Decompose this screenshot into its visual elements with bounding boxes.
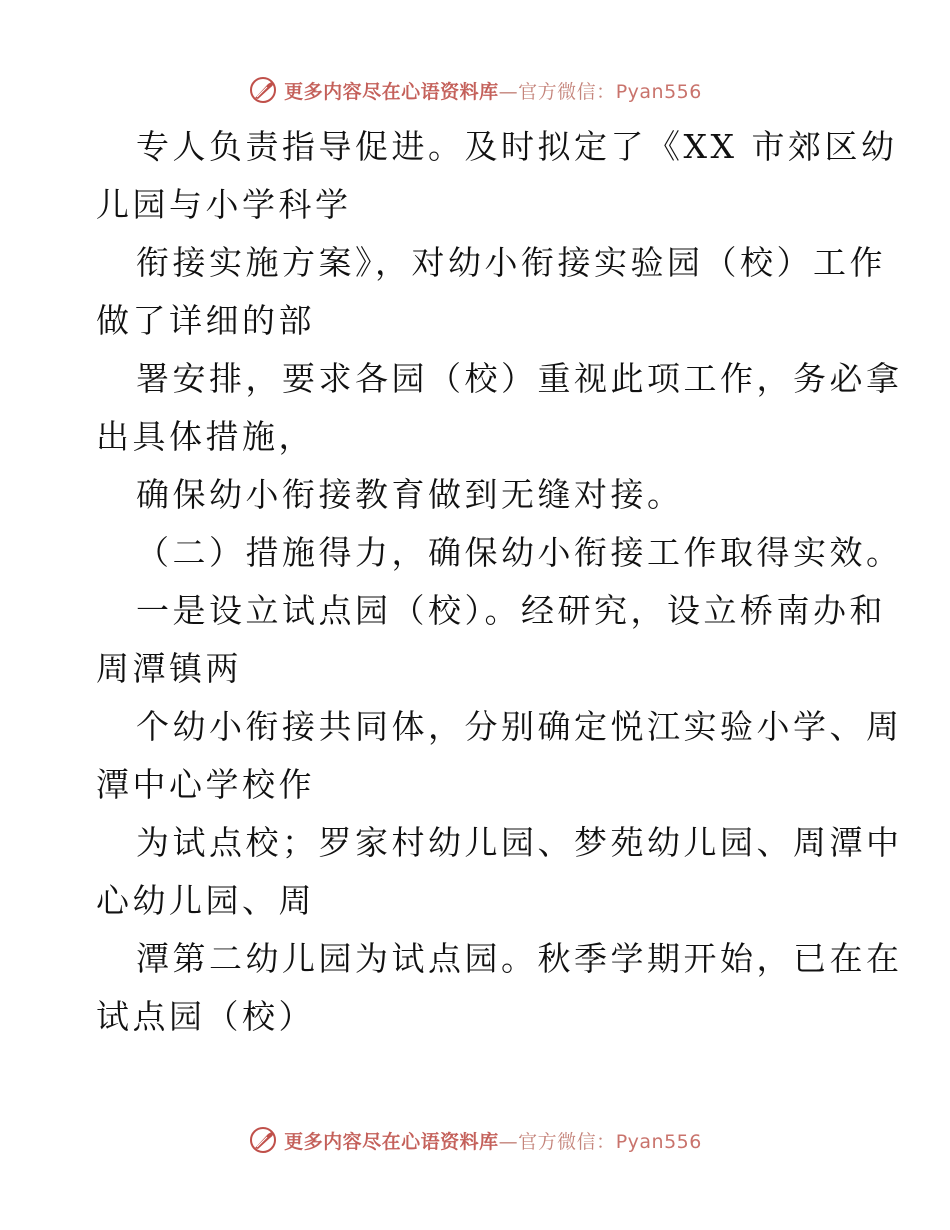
watermark-wechat-id: Pyan556 <box>615 80 702 103</box>
text-line-6: 出具体措施， <box>96 417 315 456</box>
text-line-10: 周潭镇两 <box>96 649 242 688</box>
document-body <box>96 118 903 1046</box>
text-line-13: 为试点校；罗家村幼儿园、梦苑幼儿园、周潭中 <box>136 823 903 862</box>
text-line-1: 专人负责指导促进。及时拟定了《XX 市郊区幼 <box>136 127 898 166</box>
watermark-dash: — <box>498 80 519 103</box>
text-line-8: （二）措施得力，确保幼小衔接工作取得实效。 <box>136 533 903 572</box>
text-line-9: 一是设立试点园（校）。经研究，设立桥南办和 <box>136 591 886 630</box>
text-line-14: 心幼儿园、周 <box>96 881 315 920</box>
text-line-2: 儿园与小学科学 <box>96 185 352 224</box>
text-line-12: 潭中心学校作 <box>96 765 315 804</box>
text-line-15: 潭第二幼儿园为试点园。秋季学期开始，已在在 <box>136 939 903 978</box>
watermark-text <box>284 1127 702 1154</box>
quill-pen-logo-icon <box>248 1125 278 1155</box>
watermark-wechat-label: 官方微信： <box>518 80 616 103</box>
text-line-11: 个幼小衔接共同体，分别确定悦江实验小学、周 <box>136 707 903 746</box>
text-line-7: 确保幼小衔接教育做到无缝对接。 <box>136 475 684 514</box>
watermark-site: 更多内容尽在心语资料库 <box>284 1130 499 1153</box>
watermark-text <box>284 77 702 104</box>
text-line-16: 试点园（校） <box>96 997 315 1036</box>
text-line-3: 衔接实施方案》，对幼小衔接实验园（校）工作 <box>136 243 886 282</box>
quill-pen-logo-icon <box>248 75 278 105</box>
watermark-site: 更多内容尽在心语资料库 <box>284 80 499 103</box>
watermark-wechat-id: Pyan556 <box>615 1130 702 1153</box>
watermark-dash: — <box>498 1130 519 1153</box>
watermark-wechat-label: 官方微信： <box>518 1130 616 1153</box>
text-line-4: 做了详细的部 <box>96 301 315 340</box>
header-watermark <box>0 70 950 110</box>
footer-watermark <box>0 1120 950 1160</box>
text-line-5: 署安排，要求各园（校）重视此项工作，务必拿 <box>136 359 903 398</box>
